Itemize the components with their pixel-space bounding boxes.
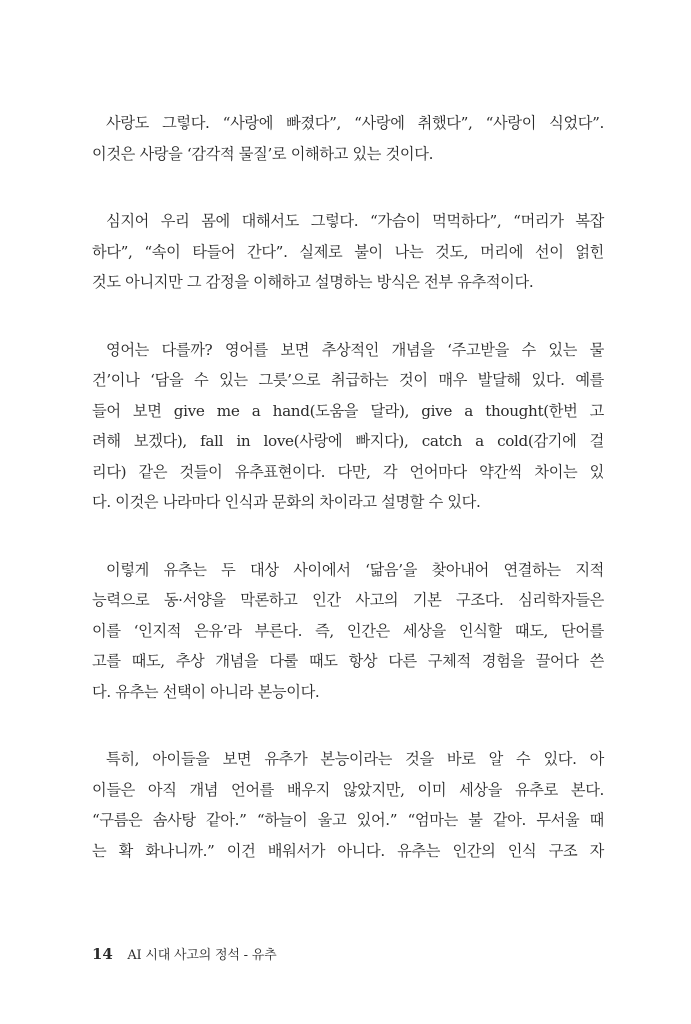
paragraph-gap [92, 707, 604, 744]
text-line: 려해 보겠다), fall in love(사랑에 빠지다), catch a cold(감기에 걸 [92, 432, 604, 450]
text-line: 리다) 같은 것들이 유추표현이다. 다만, 각 언어마다 약간씩 차이는 있 [92, 462, 604, 481]
text-line: 특히, 아이들을 보면 유추가 본능이라는 것을 바로 알 수 있다. 아 [106, 750, 604, 768]
text-line: 들어 보면 give me a hand(도움을 달라), give a thought(한번 고 [92, 401, 604, 420]
text-line: 하다”, “속이 타들어 간다”. 실제로 불이 나는 것도, 머리에 선이 얽힌 [92, 242, 604, 261]
paragraph-1 [92, 108, 604, 169]
body-text [92, 108, 604, 866]
paragraph-4 [92, 555, 604, 708]
text-line: 건’이나 ‘담을 수 있는 그릇’으로 취급하는 것이 매우 발달해 있다. 예를 [92, 371, 604, 389]
text-line: 능력으로 동·서양을 막론하고 인간 사고의 기본 구조다. 심리학자들은 [92, 591, 604, 609]
text-line: 이를 ‘인지적 은유’라 부른다. 즉, 인간은 세상을 인식할 때도, 단어를 [92, 621, 604, 640]
text-line: 영어는 다를까? 영어를 보면 추상적인 개념을 ‘주고받을 수 있는 물 [106, 340, 604, 359]
text-line: 이것은 사랑을 ‘감각적 물질’로 이해하고 있는 것이다. [92, 144, 434, 163]
running-title: AI 시대 사고의 정석 - 유추 [127, 948, 277, 963]
page-footer [92, 944, 277, 966]
text-line: 다. 유추는 선택이 아니라 본능이다. [92, 682, 320, 701]
text-line: 심지어 우리 몸에 대해서도 그렇다. “가슴이 먹먹하다”, “머리가 복잡 [106, 212, 604, 230]
paragraph-5 [92, 744, 604, 866]
text-line: 이들은 아직 개념 언어를 배우지 않았지만, 이미 세상을 유추로 본다. [92, 780, 604, 799]
paragraph-2 [92, 206, 604, 298]
text-line: 사랑도 그렇다. “사랑에 빠졌다”, “사랑에 취했다”, “사랑이 식었다”. [106, 114, 604, 132]
paragraph-3 [92, 335, 604, 518]
text-line: 다. 이것은 나라마다 인식과 문화의 차이라고 설명할 수 있다. [92, 493, 481, 511]
text-line: “구름은 솜사탕 같아.” “하늘이 울고 있어.” “엄마는 불 같아. 무서울 때 [92, 811, 604, 829]
text-line: 고를 때도, 추상 개념을 다룰 때도 항상 다른 구체적 경험을 끌어다 쓴 [92, 652, 604, 670]
paragraph-gap [92, 518, 604, 555]
text-line: 는 확 화나니까.” 이건 배워서가 아니다. 유추는 인간의 인식 구조 자 [92, 841, 604, 860]
paragraph-gap [92, 169, 604, 206]
page-number: 14 [92, 945, 113, 963]
text-line: 것도 아니지만 그 감정을 이해하고 설명하는 방식은 전부 유추적이다. [92, 273, 534, 291]
paragraph-gap [92, 298, 604, 335]
text-line: 이렇게 유추는 두 대상 사이에서 ‘닮음’을 찾아내어 연결하는 지적 [106, 560, 604, 579]
